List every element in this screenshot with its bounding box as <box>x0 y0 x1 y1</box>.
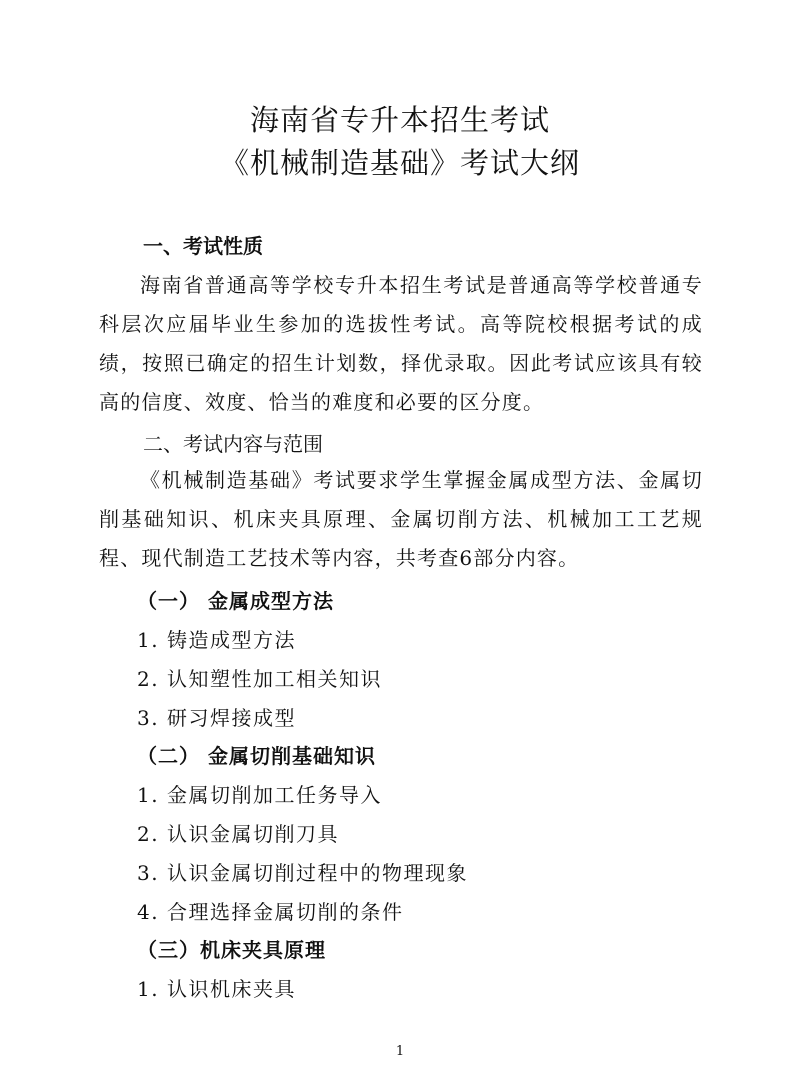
part2-item-2: 2. 认识金属切削刀具 <box>137 822 339 846</box>
part2-item-3: 3. 认识金属切削过程中的物理现象 <box>137 861 468 885</box>
part1-item-3: 3. 研习焊接成型 <box>137 706 296 730</box>
part2-item-1: 1. 金属切削加工任务导入 <box>137 783 382 807</box>
document-title-line2: 《机械制造基础》考试大纲 <box>219 146 580 180</box>
section2-paragraph: 《机械制造基础》考试要求学生掌握金属成型方法、金属切削基础知识、机床夹具原理、金属切削方法、机械加工工艺规程、现代制造工艺技术等内容，共考查6部分内容。 <box>99 468 703 570</box>
part1-heading: （一） 金属成型方法 <box>137 589 334 613</box>
part3-item-1: 1. 认识机床夹具 <box>137 977 296 1001</box>
part3-heading: （三）机床夹具原理 <box>137 938 326 962</box>
section1-heading: 一、考试性质 <box>143 234 263 258</box>
page-number: 1 <box>395 1044 405 1059</box>
part1-item-2: 2. 认知塑性加工相关知识 <box>137 667 382 691</box>
part2-item-4: 4. 合理选择金属切削的条件 <box>137 900 404 924</box>
section2-heading: 二、考试内容与范围 <box>143 432 323 456</box>
section1-paragraph: 海南省普通高等学校专升本招生考试是普通高等学校普通专科层次应届毕业生参加的选拔性考试。高等院校根据考试的成绩，按照已确定的招生计划数，择优录取。因此考试应该具有较高的信度、效度、恰当的难度和必要的区分度。 <box>99 273 703 414</box>
part1-item-1: 1. 铸造成型方法 <box>137 628 296 652</box>
document-title-line1: 海南省专升本招生考试 <box>249 103 550 137</box>
part2-heading: （二） 金属切削基础知识 <box>137 744 376 768</box>
